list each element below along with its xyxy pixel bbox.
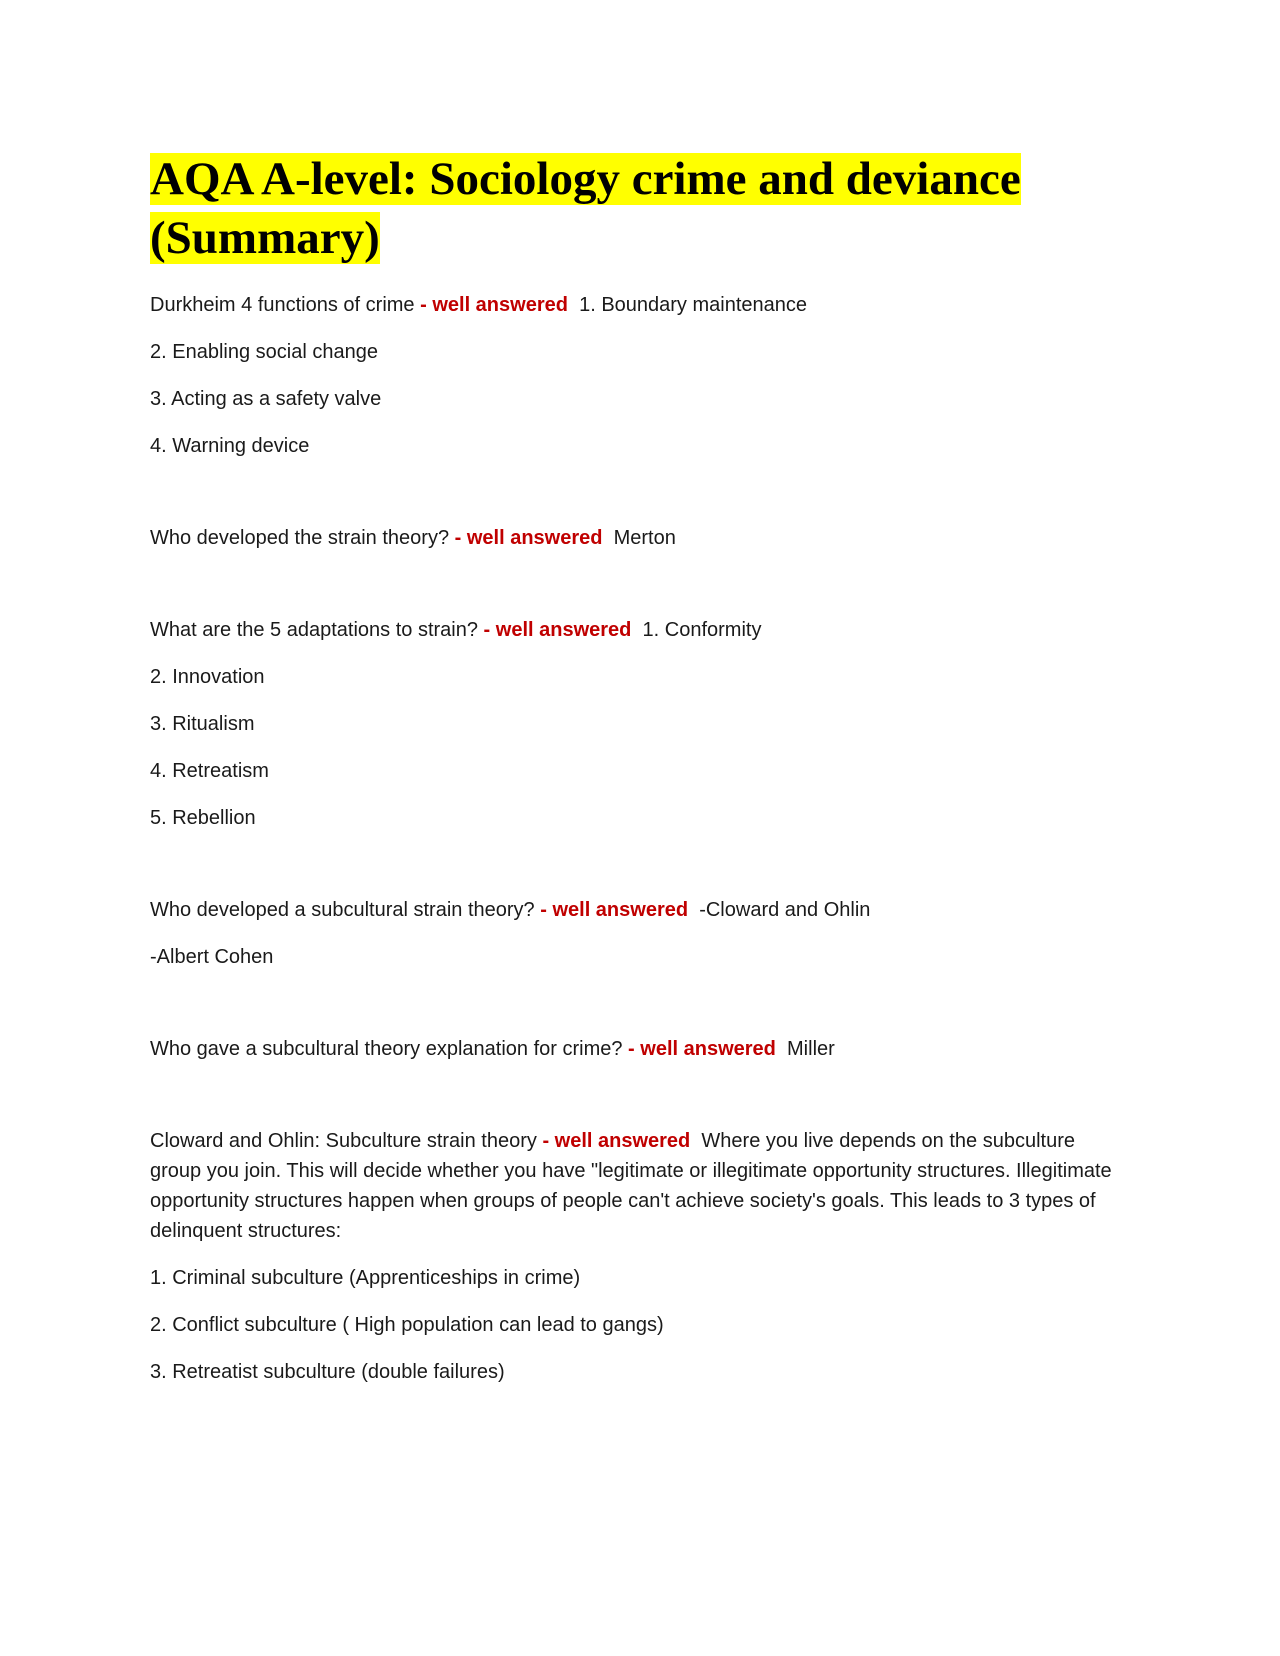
answer-tag: - well answered [540, 899, 689, 921]
question-text: Durkheim 4 functions of crime [150, 294, 415, 316]
answer-text: -Cloward and Ohlin [699, 899, 871, 921]
answer-line: 3. Ritualism [150, 713, 255, 735]
answer-line: 3. Acting as a safety valve [150, 388, 382, 410]
answer-text: Miller [787, 1038, 835, 1060]
qa-item [150, 615, 1130, 833]
question-text: Cloward and Ohlin: Subculture strain theory [150, 1130, 537, 1152]
qa-item [150, 523, 1130, 553]
answer-line: 2. Enabling social change [150, 341, 378, 363]
answer-line: 4. Retreatism [150, 760, 269, 782]
qa-item [150, 1126, 1130, 1387]
document-title [150, 150, 1130, 268]
answer-text: Where you live depends on the subculture group you join. This will decide whether you have "legitimate or illegitimate opportunity structures. Illegitimate opportunity structures happen when groups of people can't achieve society's goals. This leads to 3 types of delinquent structures: [150, 1130, 1112, 1242]
question-text: What are the 5 adaptations to strain? [150, 619, 478, 641]
answer-line: 4. Warning device [150, 435, 310, 457]
answer-tag: - well answered [483, 619, 632, 641]
qa-item [150, 290, 1130, 461]
qa-first-line [150, 1034, 1130, 1064]
answer-line: 1. Criminal subculture (Apprenticeships in crime) [150, 1267, 581, 1289]
answer-line: 3. Retreatist subculture (double failures) [150, 1361, 505, 1383]
question-text: Who gave a subcultural theory explanation for crime? [150, 1038, 623, 1060]
answer-line: -Albert Cohen [150, 946, 274, 968]
answer-line: 2. Innovation [150, 666, 265, 688]
document-page [150, 150, 1130, 1404]
answer-tag: - well answered [454, 527, 603, 549]
qa-first-line [150, 523, 1130, 553]
answer-tag: - well answered [420, 294, 568, 316]
qa-first-line [150, 895, 1130, 925]
answer-tag: - well answered [542, 1130, 691, 1152]
qa-first-line [150, 290, 1130, 320]
answer-line: 5. Rebellion [150, 807, 256, 829]
answer-text: 1. Boundary maintenance [579, 294, 808, 316]
qa-first-line [150, 1126, 1130, 1246]
qa-item [150, 895, 1130, 972]
answer-tag: - well answered [628, 1038, 776, 1060]
answer-text: 1. Conformity [642, 619, 762, 641]
question-text: Who developed a subcultural strain theory? [150, 899, 535, 921]
question-text: Who developed the strain theory? [150, 527, 450, 549]
qa-item [150, 1034, 1130, 1064]
title-highlight: AQA A-level: Sociology crime and deviance (Summary) [150, 153, 1021, 264]
answer-line: 2. Conflict subculture ( High population can lead to gangs) [150, 1314, 664, 1336]
answer-text: Merton [613, 527, 676, 549]
qa-first-line [150, 615, 1130, 645]
